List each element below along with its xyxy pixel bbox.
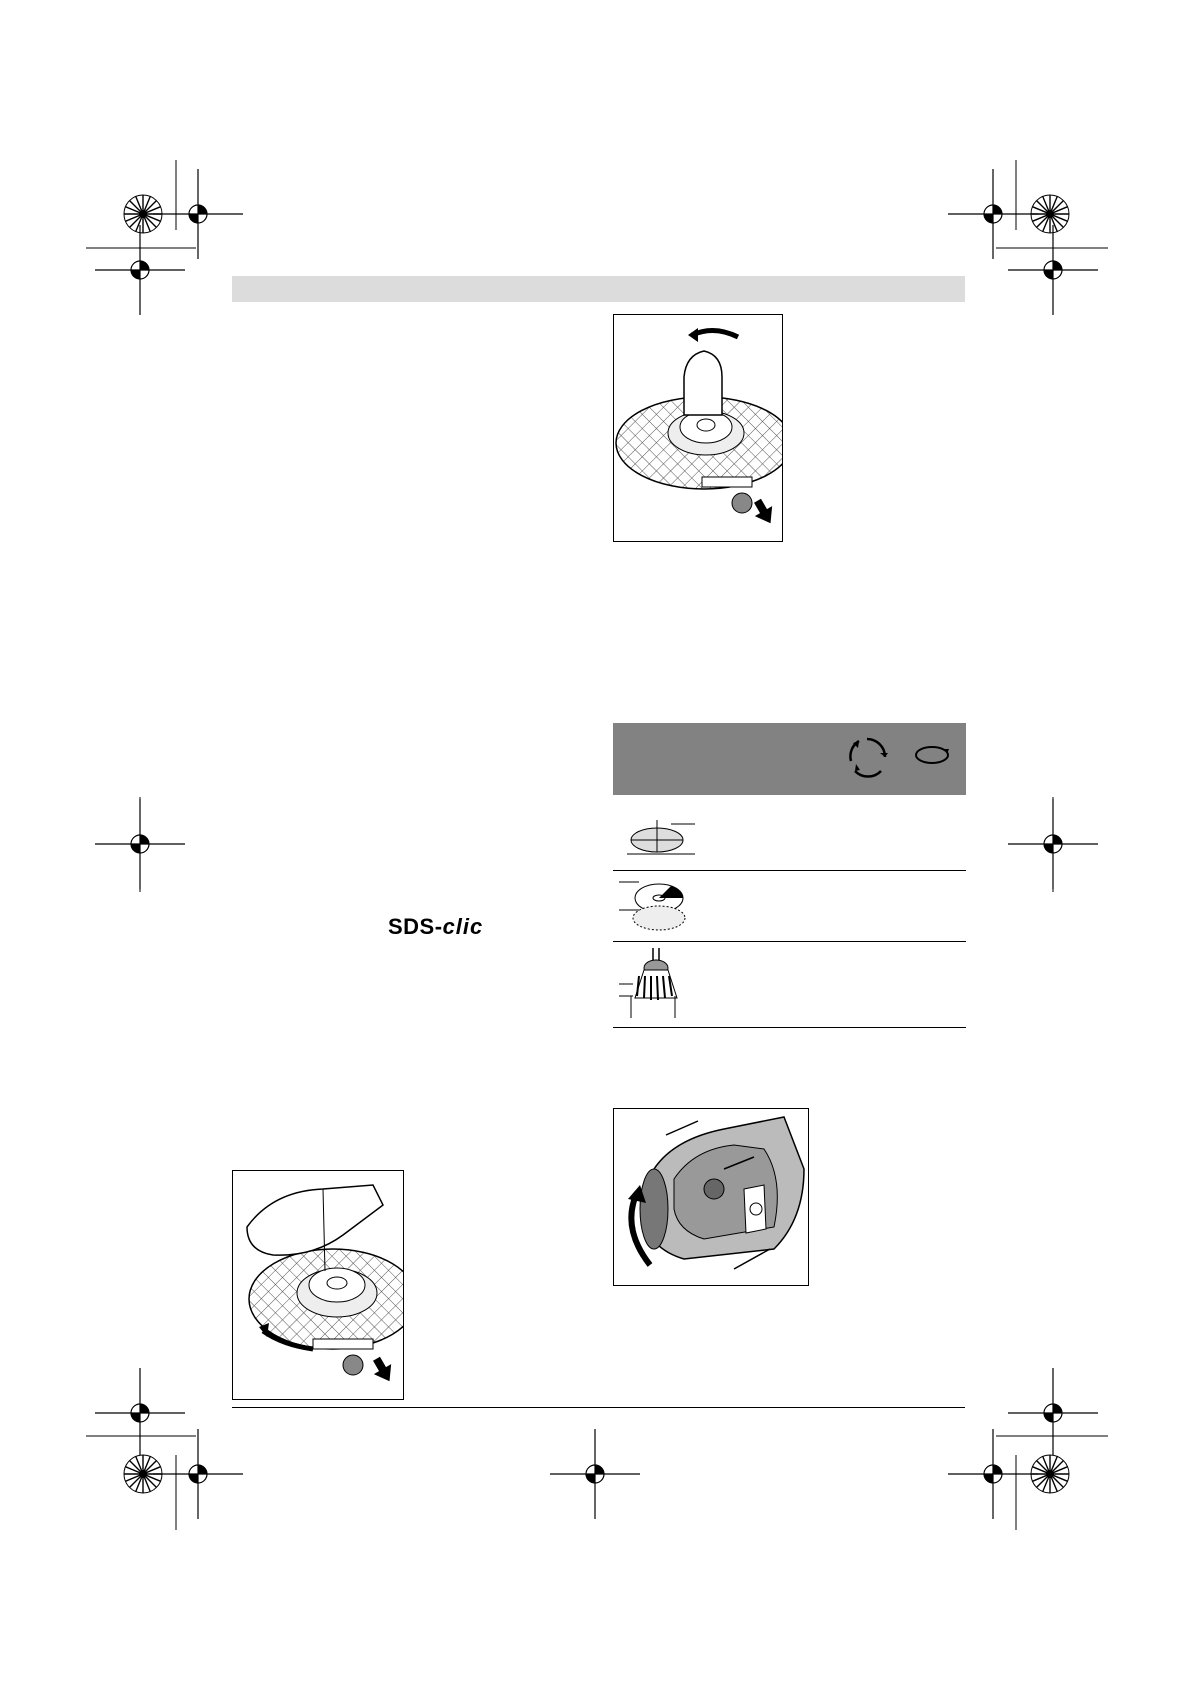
recycle-icon [845, 735, 889, 779]
disc-nut-tightening-illustration [233, 1171, 403, 1399]
gear-head-rotation-illustration [614, 1109, 808, 1285]
figure-gear-head-rotation [613, 1108, 809, 1286]
grinding-disc-icon [627, 818, 697, 858]
table-row-rule [613, 941, 966, 942]
table-header [613, 723, 966, 795]
table-row-rule [613, 1027, 966, 1028]
logo-suffix: clic [442, 914, 484, 939]
cup-brush-icon [619, 946, 685, 1020]
logo-prefix: SDS- [388, 914, 443, 939]
flap-disc-icon [619, 876, 693, 934]
sds-clic-logo [388, 914, 483, 940]
header-band [232, 276, 965, 302]
table-row-rule [613, 870, 966, 871]
footer-rule [232, 1407, 965, 1408]
figure-disc-nut-tightening [232, 1170, 404, 1400]
disc-nut-removal-illustration [614, 315, 782, 541]
figure-disc-nut-removal [613, 314, 783, 542]
rotate-ring-icon [913, 743, 951, 767]
